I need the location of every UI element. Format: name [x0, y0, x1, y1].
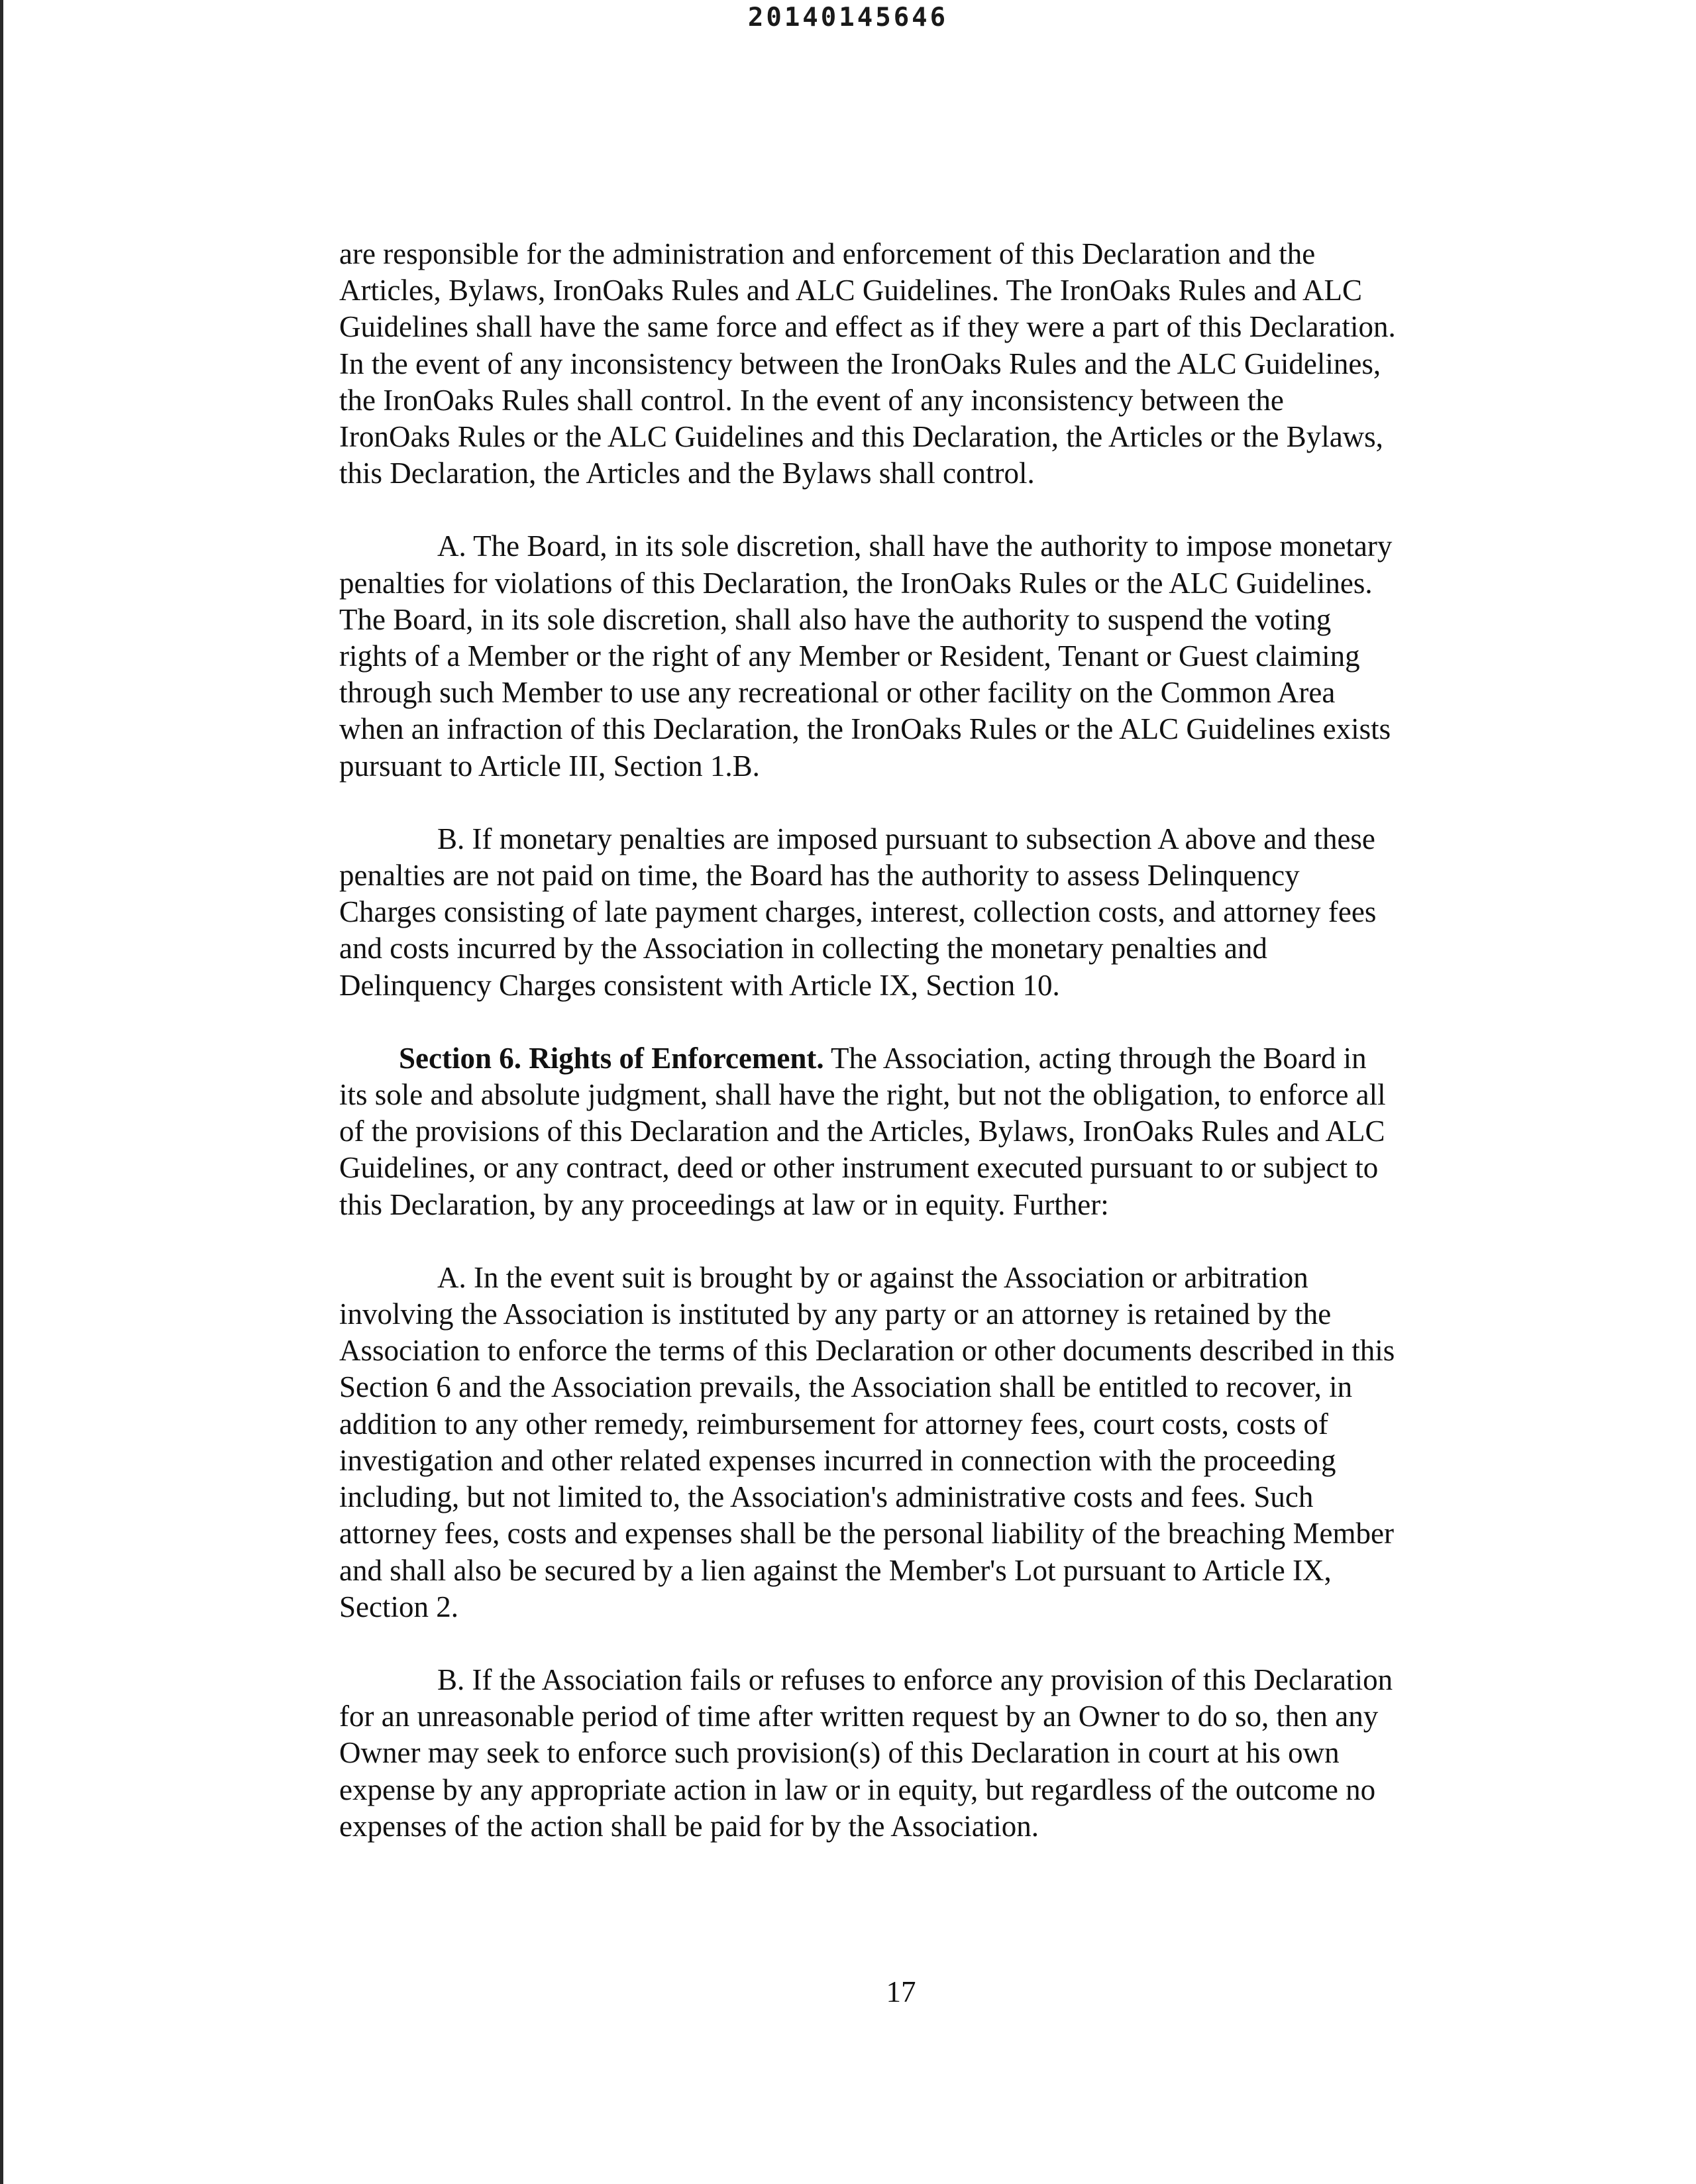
paragraph-owner-enforcement: B. If the Association fails or refuses to enforce any provision of this Declaration for an unreasonable period of time after written request by an Owner to do so, then any Owner may seek to enforce such provision(s) of this Declaration in court at his own expense by any appropriate action in law or in equity, but regardless of the outcome no expenses of the action shall be paid for by the Association. — [339, 1663, 1393, 1843]
section-heading: Section 6. Rights of Enforcement. — [399, 1041, 824, 1075]
paragraph-attorney-fees: A. In the event suit is brought by or against the Association or arbitration involving the Association is instituted by any party or an attorney is retained by the Association to enforce the terms of this Declaration or other documents described in this Section 6 and the Association prevails, the Association shall be entitled to recover, in addition to any other remedy, reimbursement for attorney fees, court costs, costs of investigation and other related expenses incurred in connection with the proceeding including, but not limited to, the Association's administrative costs and fees. Such attorney fees, costs and expenses shall be the personal liability of the breaching Member and shall also be secured by a lien against the Member's Lot pursuant to Article IX, Section 2. — [339, 1260, 1395, 1623]
paragraph-monetary-penalties: A. The Board, in its sole discretion, shall have the authority to impose monetary penalties for violations of this Declaration, the IronOaks Rules or the ALC Guidelines. The Board, in its sole discretion, shall also have the authority to suspend the voting rights of a Member or the right of any Member or Resident, Tenant or Guest claiming through such Member to use any recreational or other facility on the Common Area when an infraction of this Declaration, the IronOaks Rules or the ALC Guidelines exists pursuant to Article III, Section 1.B. — [339, 529, 1393, 783]
scan-edge-line — [0, 0, 3, 2184]
paragraph-delinquency-charges: B. If monetary penalties are imposed pursuant to subsection A above and these penalties are not paid on time, the Board has the authority to assess Delinquency Charges consisting of late payment charges, interest, collection costs, and attorney fees and costs incurred by the Association in collecting the monetary penalties and Delinquency Charges consistent with Article IX, Section 10. — [339, 822, 1377, 1002]
paragraph-rights-of-enforcement — [339, 1040, 1472, 1223]
page-number: 17 — [886, 1975, 916, 2008]
document-number: 20140145646 — [747, 3, 949, 32]
paragraph-administration: are responsible for the administration and enforcement of this Declaration and the Articles, Bylaws, IronOaks Rules and ALC Guidelines. The IronOaks Rules and ALC Guidelines shall have the same force and effect as if they were a part of this Declaration. In the event of any inconsistency between the IronOaks Rules and the ALC Guidelines, the IronOaks Rules shall control. In the event of any inconsistency between the IronOaks Rules or the ALC Guidelines and this Declaration, the Articles or the Bylaws, this Declaration, the Articles and the Bylaws shall control. — [339, 237, 1396, 490]
document-body — [339, 236, 1472, 1881]
section-body: The Association, acting through the Board in its sole and absolute judgment, shall have the right, but not the obligation, to enforce all of the provisions of this Declaration and the Articles, Bylaws, IronOaks Rules and ALC Guidelines, or any contract, deed or other instrument executed pursuant to or subject to this Declaration, by any proceedings at law or in equity. Further: — [339, 1041, 1386, 1221]
